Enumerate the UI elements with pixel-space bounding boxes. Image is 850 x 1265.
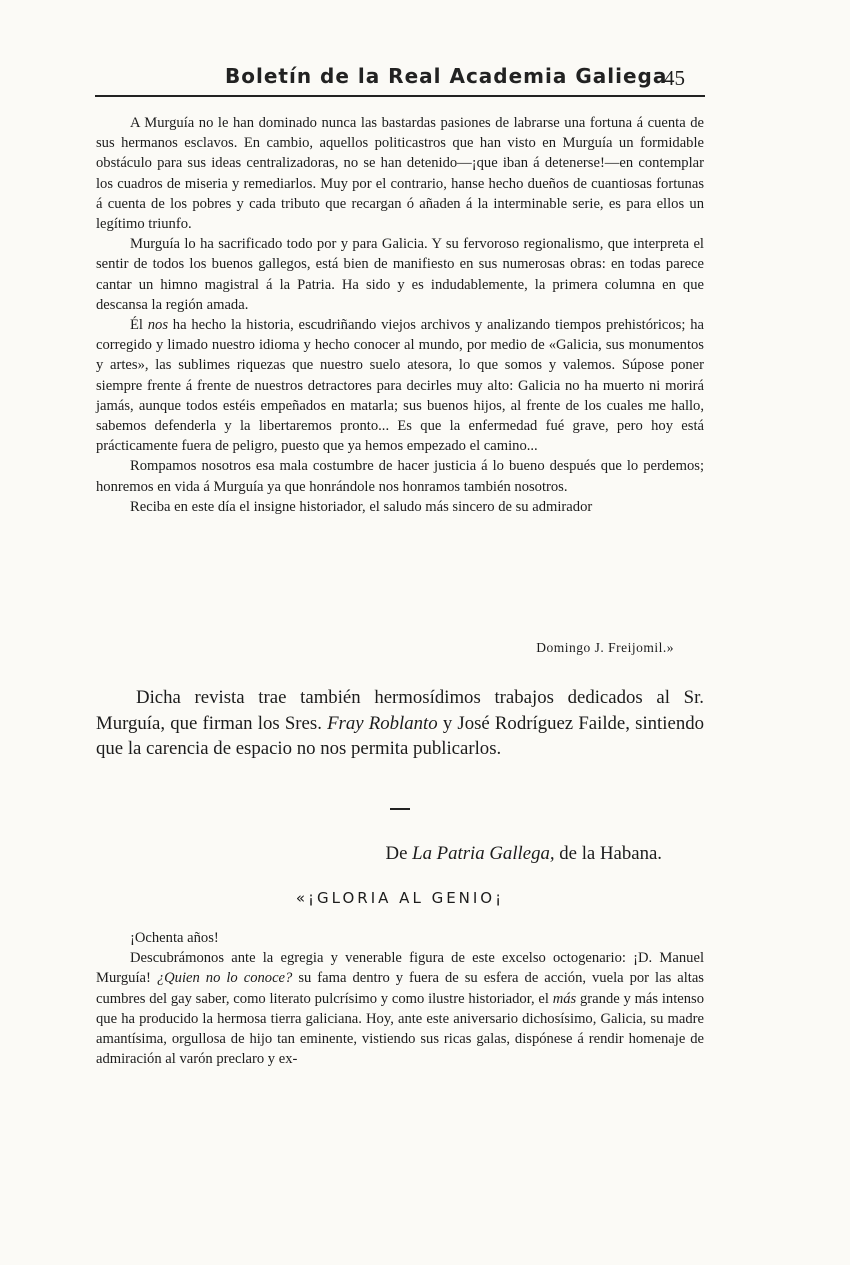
text-run: A Murguía no le han dominado nunca las bastardas pasiones de labrarse una fortuna á cuenta de sus hermanos esclavos. En cambio, aquellos politicastros que han visto en Murguía un formidable obstáculo para sus ideas centralizadoras, no se han detenido—¡que iban á detenerse!—en contemplar los cuadros de miseria y remediarlos. Muy por el contrario, hanse hecho dueños de cuantiosas fortunas á cuenta de los pobres y cada tributo que recargan ó añaden á la interminable serie, es para ellos un legítimo triunfo. — [96, 115, 704, 233]
source-attribution — [96, 843, 662, 865]
commentary-paragraph — [96, 685, 704, 762]
section-divider — [390, 808, 410, 810]
article-body — [96, 928, 704, 1069]
letter-paragraph — [96, 234, 704, 315]
text-run: grande y más intenso que ha producido la hermosa tierra galiciana. Hoy, ante este aniversario dichosísimo, Galicia, su madre amantísima, orgullosa de hijo tan eminente, vistiendo sus ricas galas, dispónese á rendir homenaje de admiración al varón preclaro y ex- — [96, 990, 705, 1068]
text-run: ¡Ochenta años! — [130, 930, 219, 946]
italic-text: más — [552, 990, 577, 1007]
italic-text: nos — [147, 317, 169, 334]
text-run: y José Rodríguez Failde, sintiendo que la carencia de espacio no nos permita publicarlos. — [96, 712, 705, 759]
header-rule — [95, 95, 705, 97]
publication-name: La Patria Gallega, — [412, 843, 555, 864]
letter-signature: Domingo J. Freijomil.» — [536, 640, 674, 655]
italic-text: Fray Roblanto — [327, 712, 438, 734]
source-suffix: de la Habana. — [554, 843, 662, 864]
commentary-text — [96, 685, 704, 762]
letter-body — [96, 113, 704, 517]
letter-paragraph — [96, 456, 704, 496]
source-prefix: De — [385, 843, 413, 864]
article-paragraph — [96, 928, 704, 948]
letter-paragraph — [96, 113, 704, 234]
italic-text: ¿Quien no lo conoce? — [156, 970, 293, 987]
text-run: Rompamos nosotros esa mala costumbre de hacer justicia á lo bueno después que lo perdemos; honremos en vida á Murguía ya que honrándole nos honramos también nosotros. — [96, 458, 704, 495]
journal-title: Boletín de la Real Academia Galiega — [225, 64, 668, 88]
text-run: Él — [130, 317, 148, 334]
page-number: 45 — [664, 66, 685, 90]
text-run: Reciba en este día el insigne historiador, el saludo más sincero de su admirador — [130, 498, 593, 515]
running-header — [95, 62, 705, 94]
text-run: su fama dentro y fuera de su esfera de acción, vuela por las altas cumbres del gay saber, como literato pulcrísimo y como ilustre historiador, el — [96, 970, 704, 1007]
text-run: ha hecho la historia, escudriñando viejos archivos y analizando tiempos prehistóricos; ha corregido y limado nuestro idioma y hecho conocer al mundo, por medio de «Galicia, sus monumentos y artes», las sublimes riquezas que nuestro suelo atesora, lo que somos y valemos. Súpose poner siempre frente á frente de nuestros detractores para decirles muy alto: Galicia no ha muerto ni morirá jamás, aunque todos estéis empeñados en matarla; sus buenos hijos, al frente de los cuales me hallo, sabemos defenderla y la libertaremos pronto... Es que la enfermedad fué grave, pero hoy está prácticamente fuera de peligro, puesto que ya hemos empezado el camino... — [96, 317, 704, 455]
text-run: Descubrámonos ante la egregia y venerable figura de este excelso octogenario: ¡D. Manuel Murguía! — [96, 950, 704, 987]
text-run: Murguía lo ha sacrificado todo por y para Galicia. Y su fervoroso regionalismo, que interpreta el sentir de todos los buenos gallegos, está bien de manifiesto en sus numerosas obras: en todas parece cantar un himno magistral á la Patria. Ha sido y es indudablemente, la primera columna en que descansa la región amada. — [96, 236, 704, 313]
letter-paragraph — [96, 497, 704, 517]
article-paragraph — [96, 948, 704, 1069]
article-title: «¡GLORIA AL GENIO¡ — [295, 889, 505, 907]
text-run: Dicha revista trae también hermosídimos trabajos dedicados al Sr. Murguía, que firman los Sres. — [96, 687, 704, 734]
letter-paragraph — [96, 315, 704, 456]
